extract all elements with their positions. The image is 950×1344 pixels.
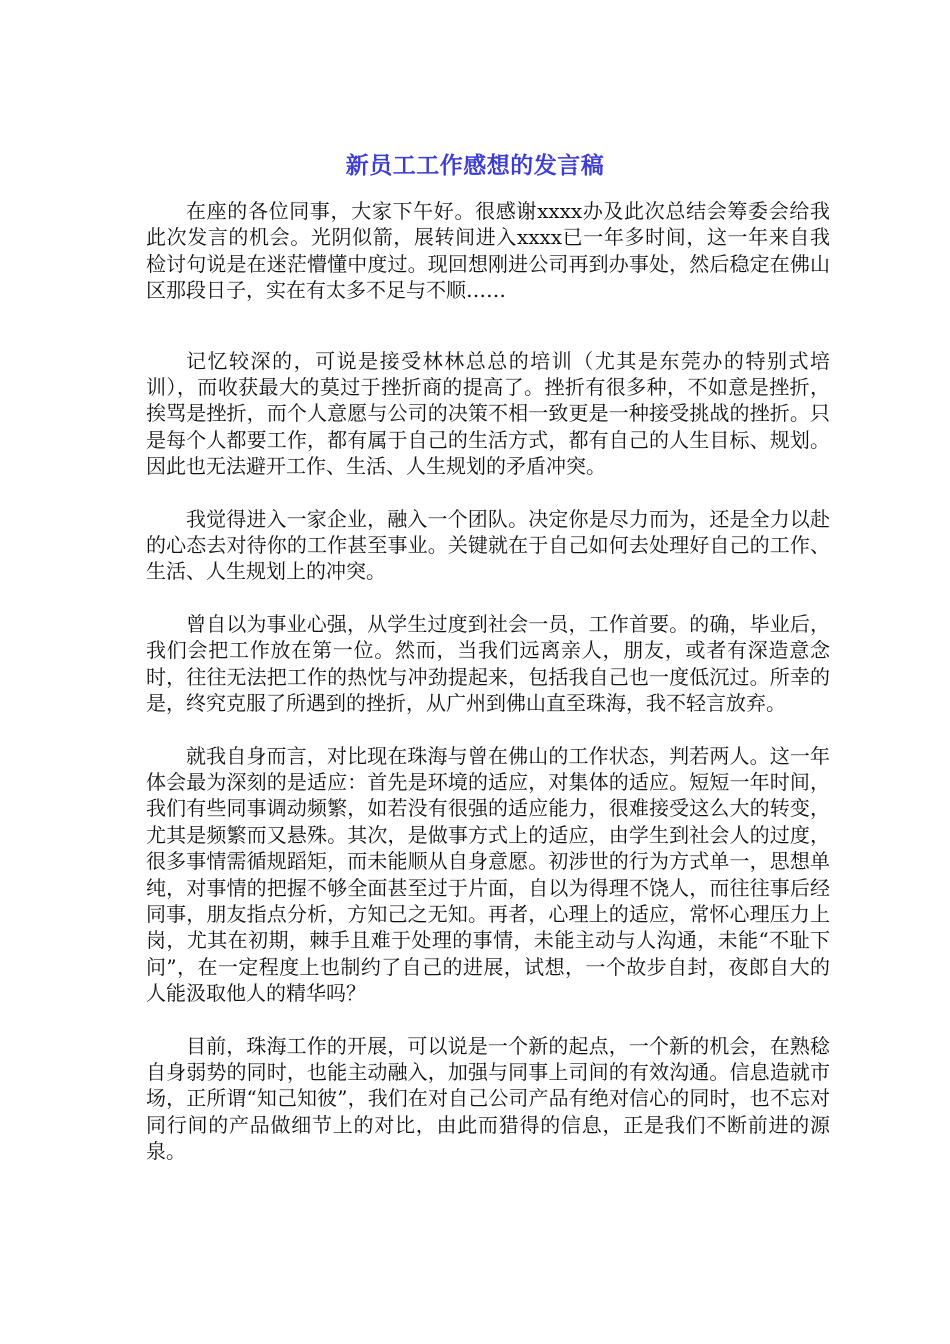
paragraph-6: 目前，珠海工作的开展，可以说是一个新的起点，一个新的机会，在熟稔自身弱势的同时，也能主动融入，加强与同事上司间的有效沟通。信息造就市场，正所谓“知己知彼”，我们在对自己公司产品有绝对信心的同时，也不忘对同行间的产品做细节上的对比，由此而猎得的信息，正是我们不断前进的源泉。 <box>146 1033 830 1164</box>
paragraph-2: 记忆较深的，可说是接受林林总总的培训（尤其是东莞办的特别式培训），而收获最大的莫过于挫折商的提高了。挫折有很多种，不如意是挫折，挨骂是挫折，而个人意愿与公司的决策不相一致更是一种接受挑战的挫折。只是每个人都要工作，都有属于自己的生活方式，都有自己的人生目标、规划。因此也无法避开工作、生活、人生规划的矛盾冲突。 <box>146 348 830 479</box>
paragraph-spacer <box>146 717 830 743</box>
paragraph-spacer <box>146 585 830 611</box>
paragraph-spacer <box>146 480 830 506</box>
document-body <box>146 198 830 1165</box>
document-title: 新员工工作感想的发言稿 <box>345 153 605 180</box>
paragraph-4: 曾自以为事业心强，从学生过度到社会一员，工作首要。的确，毕业后，我们会把工作放在第一位。然而，当我们远离亲人，朋友，或者有深造意念时，往往无法把工作的热忱与冲劲提起来，包括我自己也一度低沉过。所幸的是，终究克服了所遇到的挫折，从广州到佛山直至珠海，我不轻言放弃。 <box>146 611 830 716</box>
paragraph-spacer <box>146 1007 830 1033</box>
paragraph-spacer <box>146 304 830 348</box>
paragraph-5: 就我自身而言，对比现在珠海与曾在佛山的工作状态，判若两人。这一年体会最为深刻的是适应：首先是环境的适应，对集体的适应。短短一年时间，我们有些同事调动频繁，如若没有很强的适应能力，很难接受这么大的转变，尤其是频繁而又悬殊。其次，是做事方式上的适应，由学生到社会人的过度，很多事情需循规蹈矩，而未能顺从自身意愿。初涉世的行为方式单一，思想单纯，对事情的把握不够全面甚至过于片面，自以为得理不饶人，而往往事后经同事，朋友指点分析，方知己之无知。再者，心理上的适应，常怀心理压力上岗，尤其在初期，棘手且难于处理的事情，未能主动与人沟通，未能“不耻下问”，在一定程度上也制约了自己的进展，试想，一个故步自封，夜郎自大的人能汲取他人的精华吗？ <box>146 743 830 1006</box>
paragraph-1: 在座的各位同事，大家下午好。很感谢xxxx办及此次总结会筹委会给我此次发言的机会。光阴似箭，展转间进入xxxx已一年多时间，这一年来自我检讨句说是在迷茫懵懂中度过。现回想刚进公司再到办事处，然后稳定在佛山区那段日子，实在有太多不足与不顺…… <box>146 199 830 303</box>
paragraph-3: 我觉得进入一家企业，融入一个团队。决定你是尽力而为，还是全力以赴的心态去对待你的工作甚至事业。关键就在于自己如何去处理好自己的工作、生活、人生规划上的冲突。 <box>146 506 830 584</box>
